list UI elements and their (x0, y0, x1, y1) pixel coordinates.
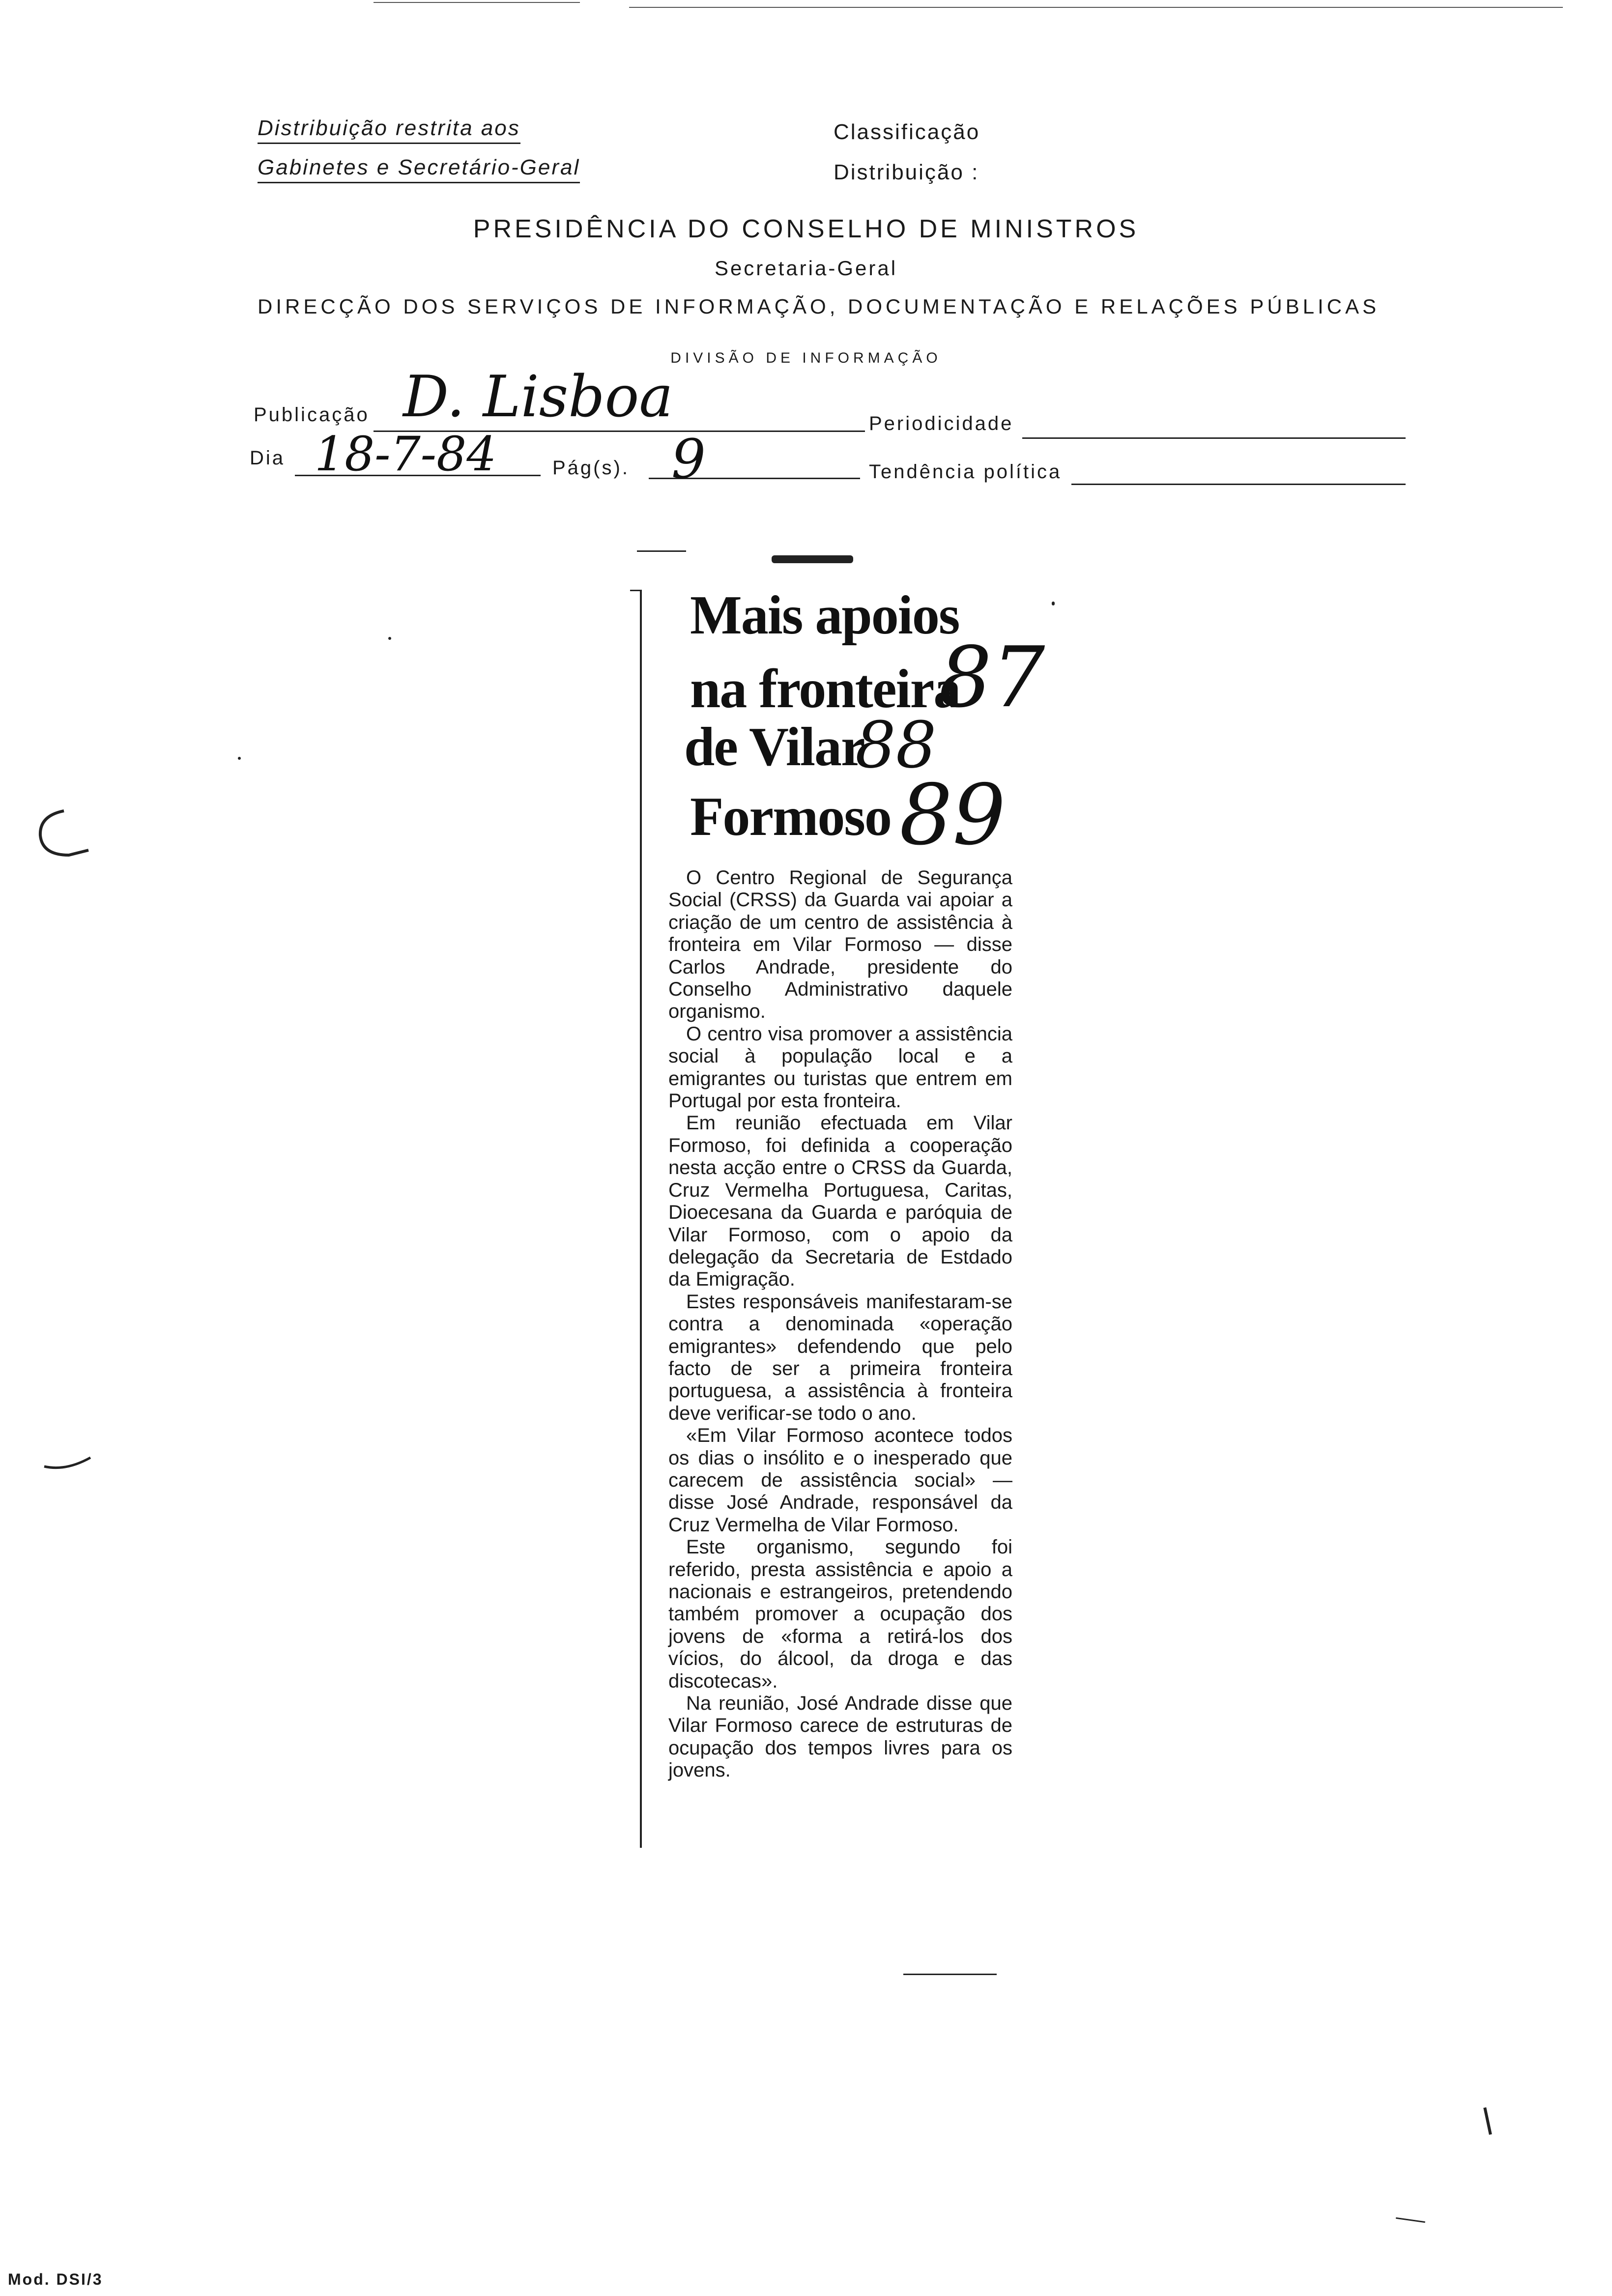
classificacao-label: Classificação (834, 120, 980, 144)
tendencia-field-line (1071, 484, 1406, 485)
scan-mark-hole (29, 806, 98, 865)
article-paragraph: O centro visa promover a assistência social à população local e a emigrantes ou turistas que entrem em Portugal por esta fronteira. (668, 1023, 1012, 1112)
institution-title: PRESIDÊNCIA DO CONSELHO DE MINISTROS (473, 215, 1139, 243)
scan-dot (388, 637, 391, 640)
article-paragraph: Na reunião, José Andrade disse que Vilar Formoso carece de estruturas de ocupação dos tempos livres para os jovens. (668, 1693, 1012, 1781)
handwritten-number-89: 89 (899, 767, 1006, 864)
direccao-line: DIRECÇÃO DOS SERVIÇOS DE INFORMAÇÃO, DOCUMENTAÇÃO E RELAÇÕES PÚBLICAS (258, 295, 1380, 318)
headline-line-3: de Vilar (684, 717, 864, 777)
publicacao-label: Publicação (254, 404, 370, 426)
publicacao-handwritten: D. Lisboa (403, 364, 673, 430)
scan-line-top-right (629, 7, 1563, 8)
divisao-line: DIVISÃO DE INFORMAÇÃO (670, 350, 942, 366)
pags-handwritten: 9 (671, 428, 706, 490)
scan-mark-bottom-right (1396, 2217, 1425, 2223)
rule-mark (637, 550, 686, 552)
scan-line-top-left (374, 2, 580, 3)
smudge-mark (772, 555, 853, 563)
distribution-line-1: Distribuição restrita aos (258, 116, 520, 144)
column-rule-tick (630, 590, 641, 591)
periodicidade-field-line (1022, 437, 1406, 439)
institution-subtitle: Secretaria-Geral (714, 257, 898, 280)
closing-rule (903, 1974, 997, 1975)
dia-handwritten: 18-7-84 (315, 427, 497, 482)
scan-mark-dash (41, 1455, 95, 1474)
article-paragraph: «Em Vilar Formoso acontece todos os dias o insólito e o inesperado que carecem de assistência social» — disse José Andrade, responsável da Cruz Vermelha de Vilar Formoso. (668, 1425, 1012, 1536)
headline-line-2: na fronteira (690, 659, 960, 719)
tendencia-label: Tendência política (869, 461, 1062, 483)
article-paragraph: Em reunião efectuada em Vilar Formoso, foi definida a cooperação nesta acção entre o CRSS da Guarda, Cruz Vermelha Portuguesa, Caritas, Dioecesana da Guarda e paróquia de Vilar Formoso, com o apoio da delegação da Secretaria de Estdado da Emigração. (668, 1112, 1012, 1291)
dia-label: Dia (250, 447, 286, 469)
handwritten-number-87: 87 (939, 629, 1045, 726)
periodicidade-label: Periodicidade (869, 413, 1014, 434)
article-body (668, 867, 1012, 1782)
headline-line-1: Mais apoios (690, 585, 959, 646)
scan-mark-right (1483, 2107, 1492, 2135)
article-paragraph: Estes responsáveis manifestaram-se contra a denominada «operação emigrantes» defendendo que pelo facto de ser a primeira fronteira portuguesa, a assistência à fronteira deve verificar-se todo o ano. (668, 1291, 1012, 1424)
column-rule (640, 590, 642, 1848)
handwritten-number-88: 88 (855, 708, 937, 782)
scan-dot (1052, 602, 1055, 605)
model-code: Mod. DSI/3 (8, 2270, 103, 2288)
distribuicao-label: Distribuição : (834, 160, 979, 184)
headline-line-4: Formoso (690, 786, 892, 847)
scan-dot (238, 757, 241, 760)
pags-label: Pág(s). (552, 457, 630, 479)
article-paragraph: O Centro Regional de Segurança Social (CRSS) da Guarda vai apoiar a criação de um centro de assistência à fronteira em Vilar Formoso — disse Carlos Andrade, presidente do Conselho Administrativo daquele organismo. (668, 867, 1012, 1023)
distribution-line-2: Gabinetes e Secretário-Geral (258, 155, 580, 183)
article-paragraph: Este organismo, segundo foi referido, presta assistência e apoio a nacionais e estrangeiros, pretendendo também promover a ocupação dos jovens de «forma a retirá-los dos vícios, do álcool, da droga e das discotecas». (668, 1536, 1012, 1692)
